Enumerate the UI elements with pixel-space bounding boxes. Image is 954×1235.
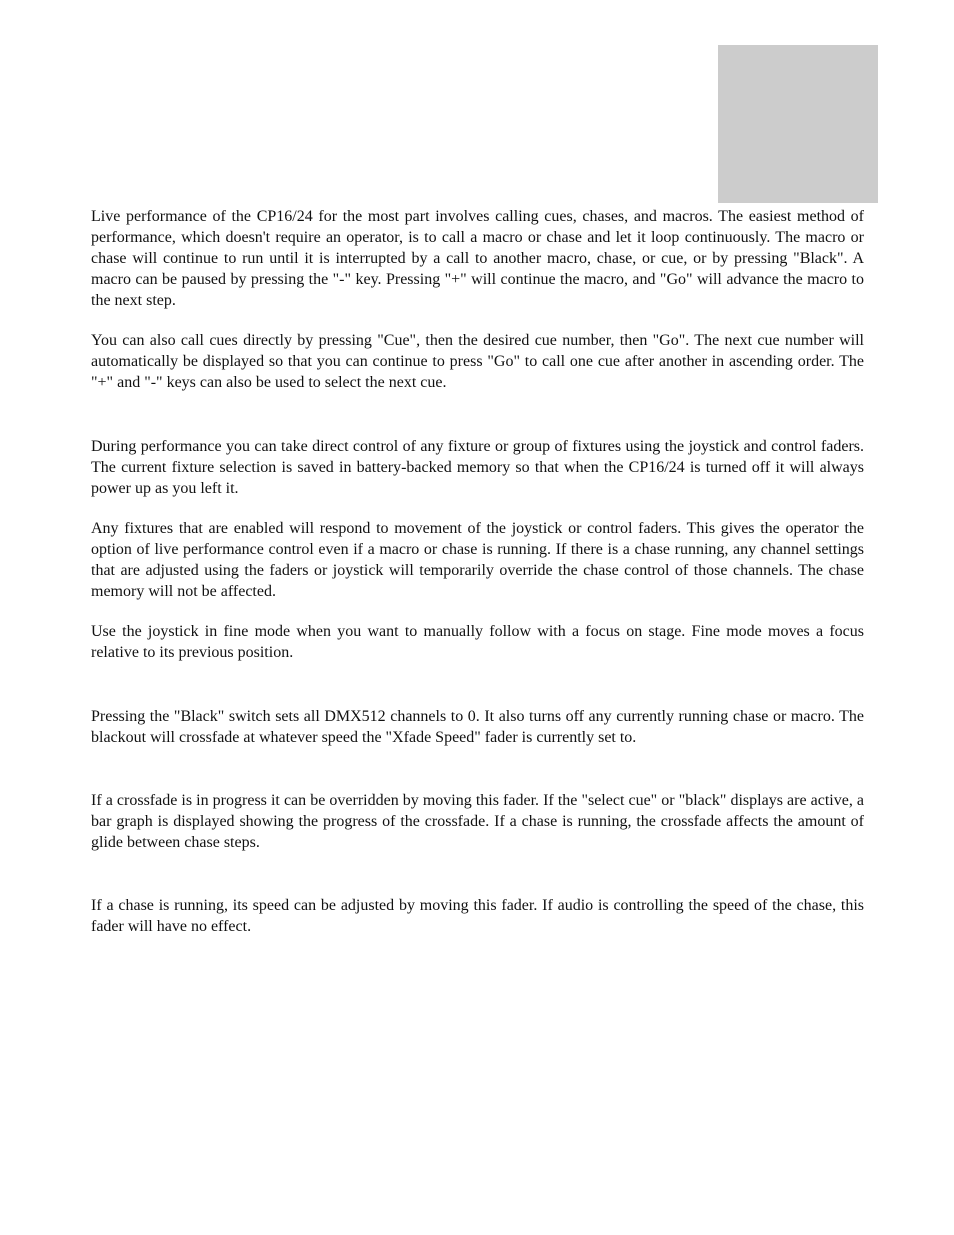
corner-tab xyxy=(718,45,878,203)
paragraph-fine-mode: Use the joystick in fine mode when you want to manually follow with a focus on stage. Fine mode moves a focus relative to its previous position. xyxy=(91,623,864,661)
paragraph-blackout: Pressing the "Black" switch sets all DMX512 channels to 0. It also turns off any currently running chase or macro. The blackout will crossfade at whatever speed the "Xfade Speed" fader is currently set to. xyxy=(91,708,864,746)
paragraph-crossfade: If a crossfade is in progress it can be overridden by moving this fader. If the "select cue" or "black" displays are active, a bar graph is displayed showing the progress of the crossfade. If a chase is running, the crossfade affects the amount of glide between chase steps. xyxy=(91,792,864,851)
document-body xyxy=(91,206,864,937)
paragraph-live-performance: Live performance of the CP16/24 for the most part involves calling cues, chases, and macros. The easiest method of performance, which doesn't require an operator, is to call a macro or chase and let it loop continuously. The macro or chase will continue to run until it is interrupted by a call to another macro, chase, or cue, or by pressing "Black". A macro can be paused by pressing the "-" key. Pressing "+" will continue the macro, and "Go" will advance the macro to the next step. xyxy=(91,208,864,309)
paragraph-enabled-fixtures: Any fixtures that are enabled will respond to movement of the joystick or control faders. This gives the operator the option of live performance control even if a macro or chase is running. If there is a chase running, any channel settings that are adjusted using the faders or joystick will temporarily override the chase control of those channels. The chase memory will not be affected. xyxy=(91,520,864,600)
paragraph-calling-cues: You can also call cues directly by pressing "Cue", then the desired cue number, then "Go". The next cue number will automatically be displayed so that you can continue to press "Go" to call one cue after another in ascending order. The "+" and "-" keys can also be used to select the next cue. xyxy=(91,332,864,391)
paragraph-chase-speed: If a chase is running, its speed can be adjusted by moving this fader. If audio is controlling the speed of the chase, this fader will have no effect. xyxy=(91,897,864,935)
paragraph-direct-control: During performance you can take direct control of any fixture or group of fixtures using the joystick and control faders. The current fixture selection is saved in battery-backed memory so that when the CP16/24 is turned off it will always power up as you left it. xyxy=(91,438,864,497)
